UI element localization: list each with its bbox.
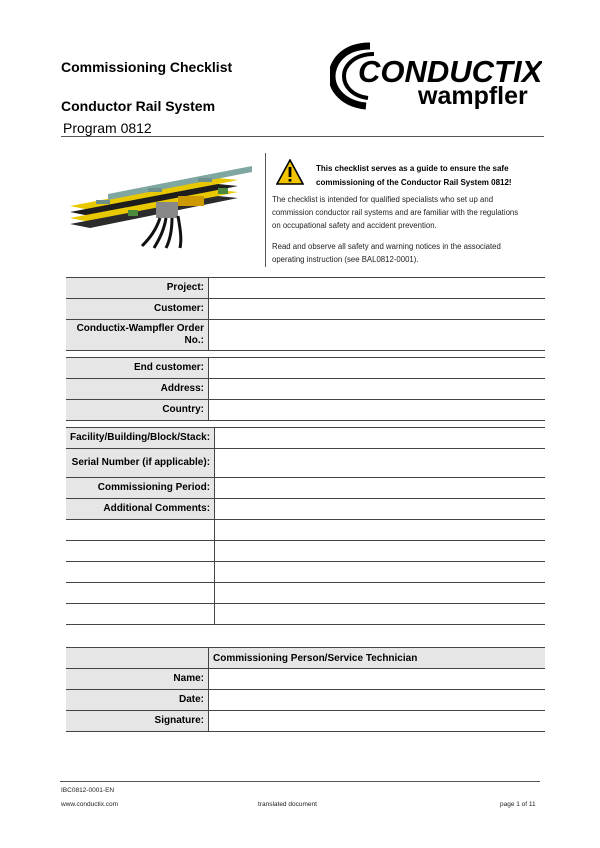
comments-line[interactable] bbox=[215, 583, 545, 604]
footer-divider bbox=[60, 781, 540, 782]
serial-number-field[interactable] bbox=[215, 449, 545, 478]
table-row bbox=[66, 541, 545, 562]
table-row bbox=[66, 400, 545, 421]
safety-notice bbox=[265, 153, 546, 267]
table-row bbox=[66, 478, 545, 499]
end-customer-table bbox=[66, 357, 545, 421]
table-row bbox=[66, 562, 545, 583]
warning-icon bbox=[276, 159, 304, 185]
table-row bbox=[66, 379, 545, 400]
header-divider bbox=[61, 136, 544, 137]
name-field[interactable] bbox=[209, 669, 546, 690]
technician-header: Commissioning Person/Service Technician bbox=[209, 648, 546, 669]
table-row bbox=[66, 278, 545, 299]
commissioning-period-label: Commissioning Period: bbox=[66, 478, 215, 499]
table-row bbox=[66, 520, 545, 541]
project-info-table bbox=[66, 277, 545, 351]
address-field[interactable] bbox=[209, 379, 546, 400]
address-label: Address: bbox=[66, 379, 209, 400]
order-number-label: Conductix-Wampfler Order No.: bbox=[66, 320, 209, 351]
table-row bbox=[66, 690, 545, 711]
table-row bbox=[66, 499, 545, 520]
facility-label: Facility/Building/Block/Stack: bbox=[66, 428, 215, 449]
program-label: Program 0812 bbox=[63, 120, 152, 136]
comments-line[interactable] bbox=[215, 499, 545, 520]
facility-table bbox=[66, 427, 545, 625]
translation-note: translated document bbox=[258, 801, 317, 808]
commissioning-period-field[interactable] bbox=[215, 478, 545, 499]
comments-line[interactable] bbox=[215, 541, 545, 562]
table-row bbox=[66, 583, 545, 604]
technician-table bbox=[66, 647, 545, 732]
notice-bold-text: This checklist serves as a guide to ensure the safe commissioning of the Conductor Rail System 0812! bbox=[316, 164, 512, 187]
country-field[interactable] bbox=[209, 400, 546, 421]
comments-line[interactable] bbox=[215, 562, 545, 583]
notice-paragraph-1: The checklist is intended for qualified specialists who set up and commission conductor rail systems and are familiar with the regulations on occupational safety and accident prevention. bbox=[272, 195, 519, 230]
table-row bbox=[66, 449, 545, 478]
table-row bbox=[66, 669, 545, 690]
signature-field[interactable] bbox=[209, 711, 546, 732]
table-row bbox=[66, 648, 545, 669]
page-number: page 1 of 11 bbox=[500, 801, 536, 808]
end-customer-label: End customer: bbox=[66, 358, 209, 379]
date-label: Date: bbox=[66, 690, 209, 711]
document-subtitle: Conductor Rail System bbox=[61, 98, 216, 114]
serial-number-label: Serial Number (if applicable): bbox=[66, 449, 215, 478]
document-id: IBC0812-0001-EN bbox=[61, 787, 115, 794]
table-row bbox=[66, 320, 545, 351]
table-row bbox=[66, 358, 545, 379]
project-field[interactable] bbox=[209, 278, 546, 299]
facility-field[interactable] bbox=[215, 428, 545, 449]
table-row bbox=[66, 711, 545, 732]
document-title: Commissioning Checklist bbox=[61, 59, 233, 75]
conductix-logo bbox=[330, 42, 542, 110]
logo-brand-bottom: wampfler bbox=[418, 82, 528, 110]
end-customer-field[interactable] bbox=[209, 358, 546, 379]
website-link[interactable]: www.conductix.com bbox=[61, 801, 119, 808]
order-number-field[interactable] bbox=[209, 320, 546, 351]
logo-brand-top: CONDUCTIX bbox=[358, 54, 542, 89]
customer-label: Customer: bbox=[66, 299, 209, 320]
country-label: Country: bbox=[66, 400, 209, 421]
customer-field[interactable] bbox=[209, 299, 546, 320]
notice-paragraph-2: Read and observe all safety and warning notices in the associated operating instruction (see BAL0812-0001). bbox=[272, 242, 501, 264]
table-row bbox=[66, 428, 545, 449]
conductor-rail-illustration bbox=[68, 160, 254, 250]
table-row bbox=[66, 299, 545, 320]
comments-line[interactable] bbox=[215, 604, 545, 625]
name-label: Name: bbox=[66, 669, 209, 690]
signature-label: Signature: bbox=[66, 711, 209, 732]
comments-line[interactable] bbox=[215, 520, 545, 541]
table-row bbox=[66, 604, 545, 625]
project-label: Project: bbox=[66, 278, 209, 299]
date-field[interactable] bbox=[209, 690, 546, 711]
additional-comments-label: Additional Comments: bbox=[66, 499, 215, 520]
